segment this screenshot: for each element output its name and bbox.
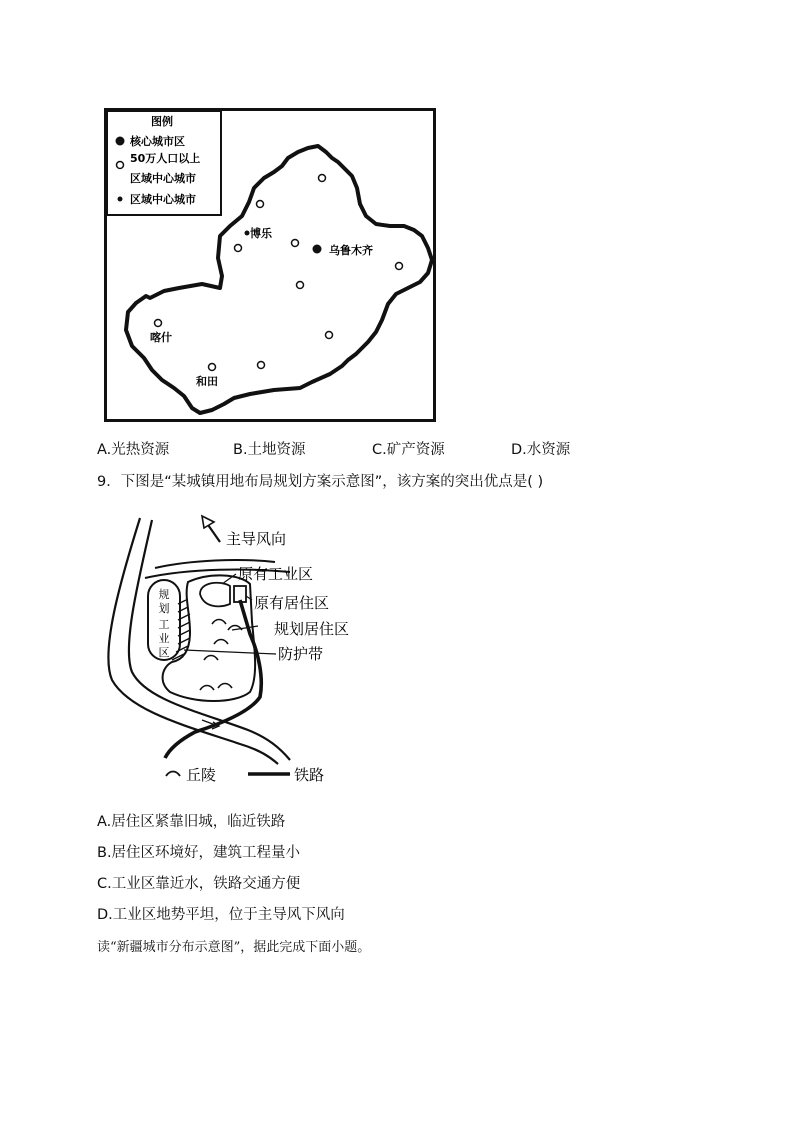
- hotan-marker: [209, 364, 216, 371]
- planned-industrial-char: 工: [158, 618, 170, 631]
- label-planned-residential: 规划居住区: [274, 620, 350, 638]
- label-urumqi: 乌鲁木齐: [329, 244, 373, 257]
- q9-option-b[interactable]: B.居住区环境好，建筑工程量小: [97, 845, 301, 861]
- urumqi-marker: [313, 245, 322, 254]
- hill-symbols: [200, 620, 242, 691]
- label-wind: 主导风向: [226, 530, 287, 548]
- q8-option-b[interactable]: B.土地资源: [233, 442, 306, 458]
- legend-hill-icon: [166, 772, 180, 777]
- label-existing-residential: 原有居住区: [254, 594, 330, 612]
- city-marker: [292, 240, 299, 247]
- planned-industrial-char: 区: [158, 646, 170, 659]
- legend-railway-label: 铁路: [294, 766, 325, 784]
- q8-option-d[interactable]: D.水资源: [511, 442, 571, 458]
- label-bole: 博乐: [250, 227, 272, 240]
- existing-industrial-zone: [200, 583, 230, 607]
- existing-residential-zone: [234, 586, 246, 602]
- q8-option-a[interactable]: A.光热资源: [97, 442, 170, 458]
- label-buffer: 防护带: [278, 645, 324, 663]
- xinjiang-city-map: [104, 108, 436, 422]
- legend-hills-label: 丘陵: [186, 766, 217, 784]
- legend-item-regional-large: 区域中心城市: [130, 172, 196, 185]
- legend-title: 图例: [151, 115, 173, 128]
- city-marker: [297, 282, 304, 289]
- q9-option-c[interactable]: C.工业区靠近水，铁路交通方便: [97, 876, 301, 892]
- planned-industrial-char: 规: [158, 588, 170, 601]
- planned-industrial-char: 划: [158, 602, 170, 615]
- q9-option-d[interactable]: D.工业区地势平坦，位于主导风下风向: [97, 907, 345, 923]
- city-marker: [396, 263, 403, 270]
- legend-item-regional: 区域中心城市: [130, 193, 196, 206]
- city-marker: [326, 332, 333, 339]
- legend-item-core: 核心城市区: [130, 135, 185, 148]
- label-hotan: 和田: [196, 375, 218, 388]
- reading-note: 读“新疆城市分布示意图”，据此完成下面小题。: [97, 940, 371, 955]
- kashgar-marker: [155, 320, 162, 327]
- city-marker: [258, 362, 265, 369]
- regional-center-symbol: [118, 197, 123, 202]
- q9-stem: 9．下图是“某城镇用地布局规划方案示意图”，该方案的突出优点是( ): [97, 474, 544, 490]
- q8-option-c[interactable]: C.矿产资源: [372, 442, 445, 458]
- city-marker: [257, 201, 264, 208]
- bole-marker: [245, 231, 250, 236]
- label-kashgar: 喀什: [150, 331, 172, 344]
- planned-industrial-char: 业: [158, 632, 170, 645]
- legend-item-pop: 50万人口以上: [130, 152, 201, 165]
- label-existing-industrial: 原有工业区: [238, 565, 314, 583]
- city-marker: [235, 245, 242, 252]
- core-city-symbol: [116, 137, 125, 146]
- regional-center-large-symbol: [117, 162, 124, 169]
- q9-option-a[interactable]: A.居住区紧靠旧城，临近铁路: [97, 814, 286, 830]
- town-landuse-diagram: [100, 512, 390, 792]
- city-marker: [319, 175, 326, 182]
